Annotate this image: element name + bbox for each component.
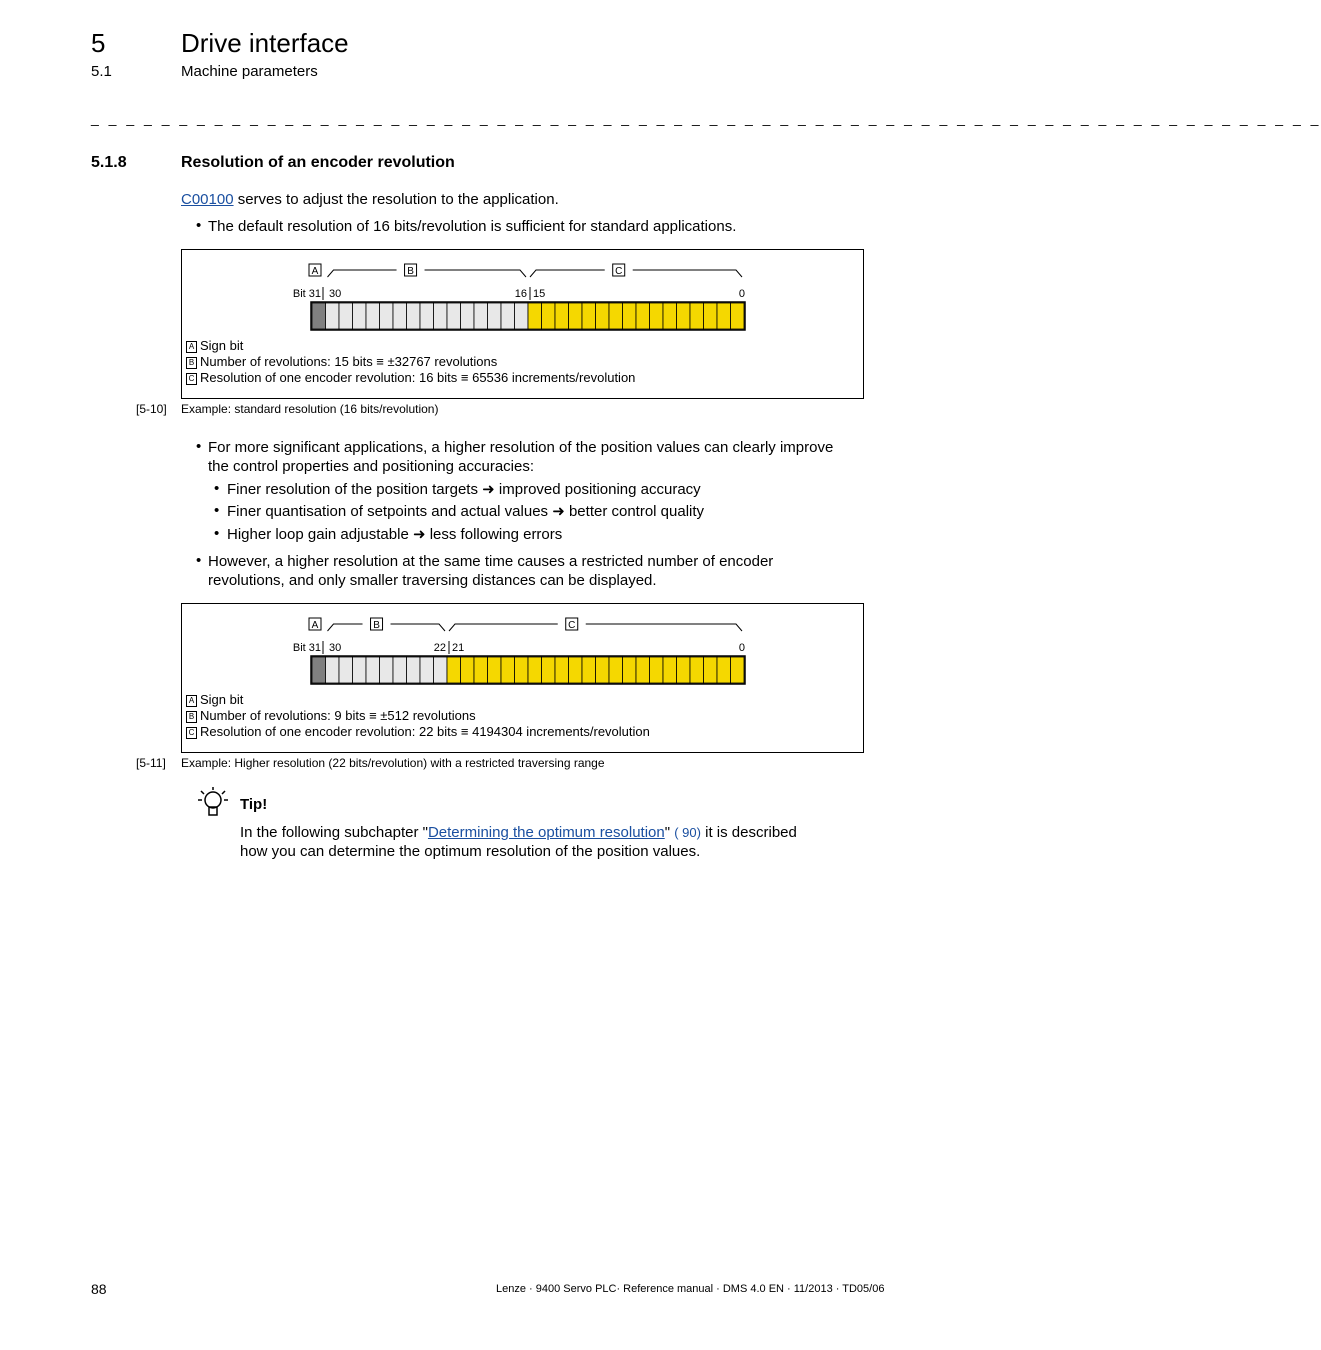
bit-cell [569, 657, 583, 683]
arrow-icon: ➜ [552, 503, 565, 520]
bit-cell [380, 657, 394, 683]
lightbulb-icon [196, 786, 232, 820]
bit-label-30: 30 [329, 642, 342, 654]
bracket-label-revolutions: B [373, 620, 380, 631]
legend-letter-a: A [186, 695, 197, 707]
bullet-dot: • [196, 552, 202, 569]
optimum-resolution-link[interactable]: Determining the optimum resolution [427, 824, 665, 841]
bit-label-lo: 15 [533, 288, 546, 300]
page-reference-link[interactable]: ( 90) [674, 825, 701, 840]
bit-cell [434, 303, 448, 329]
bit-cell [528, 657, 542, 683]
page-number: 88 [91, 1281, 107, 1297]
bit-cell [312, 303, 326, 329]
bit-cell [420, 657, 434, 683]
bit-cell [609, 657, 623, 683]
figure1-legend [186, 338, 635, 386]
bit-cell [501, 303, 515, 329]
bracket-label-sign: A [311, 620, 319, 631]
bit-cell [393, 303, 407, 329]
bit-cell [353, 303, 367, 329]
bit-cell [650, 303, 664, 329]
bit-cell [650, 657, 664, 683]
bracket-line-resolution [530, 270, 742, 277]
chapter-title: Drive interface [181, 28, 349, 58]
bit-cell [731, 657, 745, 683]
tip-text-line2: how you can determine the optimum resolution of the position values. [240, 843, 701, 860]
bullet-default-resolution: The default resolution of 16 bits/revolution is sufficient for standard applications. [208, 218, 737, 235]
chapter-number: 5 [91, 28, 106, 58]
bracket-line-resolution [449, 624, 742, 631]
bit-cell [690, 303, 704, 329]
bracket-label-resolution: C [615, 266, 623, 277]
bit-cell [704, 303, 718, 329]
bit-cell [353, 657, 367, 683]
bit-cell [312, 657, 326, 683]
legend-item-c: C Resolution of one encoder revolution: 22 bits ≡ 4194304 increments/revolution [186, 724, 650, 740]
legend-letter-c: C [186, 373, 197, 385]
figure2-legend [186, 692, 650, 740]
bit-cell [366, 657, 380, 683]
bit-cell [434, 657, 448, 683]
bit-cell [623, 657, 637, 683]
bracket-label-resolution: C [568, 620, 576, 631]
bit-cell [407, 657, 421, 683]
sub-bullet-dot: • [214, 502, 220, 519]
legend-item-b: B Number of revolutions: 15 bits ≡ ±32767 revolutions [186, 354, 635, 370]
bit-cell [636, 303, 650, 329]
bullet-dot: • [196, 217, 202, 234]
bit-cell [393, 657, 407, 683]
figure-standard-resolution [181, 249, 864, 399]
intro-paragraph: C00100 serves to adjust the resolution to the application. [181, 191, 559, 208]
bracket-label-revolutions: B [407, 266, 414, 277]
bit-cell [636, 657, 650, 683]
bit-cell [731, 303, 745, 329]
bit-cell [501, 657, 515, 683]
legend-item-a: A Sign bit [186, 338, 635, 354]
legend-letter-c: C [186, 727, 197, 739]
tip-title: Tip! [240, 796, 268, 813]
bit-cell [596, 303, 610, 329]
bit-cell [447, 657, 461, 683]
bit-cell [515, 303, 529, 329]
arrow-icon: ➜ [412, 526, 426, 543]
sub-bullet-dot: • [214, 480, 220, 497]
bit-cell [555, 657, 569, 683]
bit-cell [339, 303, 353, 329]
bracket-line-revolutions [328, 270, 527, 277]
figure1-caption: Example: standard resolution (16 bits/revolution) [181, 402, 439, 416]
bit-label-31: Bit 31 [292, 642, 321, 654]
bit-cell [555, 303, 569, 329]
figure2-caption: Example: Higher resolution (22 bits/revolution) with a restricted traversing range [181, 756, 605, 770]
section-number: 5.1 [91, 63, 112, 80]
bit-cell [569, 303, 583, 329]
bit-cell [690, 657, 704, 683]
bit-cell [474, 657, 488, 683]
bit-cell [717, 303, 731, 329]
bit-cell [528, 303, 542, 329]
bit-label-lo: 21 [452, 642, 465, 654]
bit-cell [339, 657, 353, 683]
bit-cell [663, 657, 677, 683]
c00100-link[interactable]: C00100 [181, 191, 234, 208]
bit-cell [596, 657, 610, 683]
figure1-caption-number: [5-10] [136, 402, 167, 416]
bracket-line-revolutions [328, 624, 446, 631]
bit-cell [542, 657, 556, 683]
bit-cell [366, 303, 380, 329]
bit-cell [326, 303, 340, 329]
bit-cell [380, 303, 394, 329]
bit-label-30: 30 [329, 288, 342, 300]
bit-label-0: 0 [738, 288, 745, 300]
bit-cell [447, 303, 461, 329]
legend-item-c: C Resolution of one encoder revolution: 16 bits ≡ 65536 increments/revolution [186, 370, 635, 386]
legend-item-a: A Sign bit [186, 692, 650, 708]
bit-cell [609, 303, 623, 329]
bit-label-hi: 16 [514, 288, 527, 300]
bracket-label-sign: A [311, 266, 319, 277]
sub-bullet-dot: • [214, 525, 220, 542]
bit-cell [461, 303, 475, 329]
bullet-significant-applications: For more significant applications, a higher resolution of the position values can clearly improve the control properties and positioning accuracies: [208, 439, 834, 475]
sub-bullet-quantisation: Finer quantisation of setpoints and actual values ➜ better control quality [227, 503, 705, 520]
subsection-title: Resolution of an encoder revolution [181, 154, 455, 171]
bit-cell [663, 303, 677, 329]
bit-cell [474, 303, 488, 329]
bit-cell [704, 657, 718, 683]
legend-letter-b: B [186, 357, 197, 369]
bit-cell [542, 303, 556, 329]
section-title: Machine parameters [181, 63, 318, 80]
bit-label-31: Bit 31 [292, 288, 321, 300]
bit-cell [420, 303, 434, 329]
bit-label-0: 0 [738, 642, 745, 654]
bit-cell [623, 303, 637, 329]
document-info: Lenze · 9400 Servo PLC· Reference manual · DMS 4.0 EN · 11/2013 · TD05/06 [496, 1283, 885, 1295]
bit-cell [515, 657, 529, 683]
figure-higher-resolution [181, 603, 864, 753]
legend-letter-a: A [186, 341, 197, 353]
bit-cell [717, 657, 731, 683]
header-separator: _ _ _ _ _ _ _ _ _ _ _ _ _ _ _ _ _ _ _ _ _ _ _ _ _ _ _ _ _ _ _ _ _ _ _ _ _ _ _ _ _ _ _ _ _ _ _ _ _ _ _ _ _ _ _ _ _ _ _ _ _ _ _ _ _ _ _ _ _ _ [91, 110, 1321, 126]
bit-cell [488, 303, 502, 329]
bit-cell [488, 657, 502, 683]
bit-cell [461, 657, 475, 683]
bullet-dot: • [196, 438, 202, 455]
bit-label-hi: 22 [433, 642, 446, 654]
bullet-restricted-revolutions: However, a higher resolution at the same time causes a restricted number of encoder revolutions, and only smaller traversing distances can be displayed. [208, 553, 774, 589]
tip-text: In the following subchapter "Determining the optimum resolution" ( 90) it is described [240, 824, 797, 841]
legend-letter-b: B [186, 711, 197, 723]
bit-cell [677, 657, 691, 683]
arrow-icon: ➜ [482, 481, 495, 498]
bit-cell [677, 303, 691, 329]
bit-cell [582, 657, 596, 683]
sub-bullet-targets: Finer resolution of the position targets ➜ improved positioning accuracy [227, 481, 701, 498]
subsection-number: 5.1.8 [91, 154, 127, 171]
bit-cell [407, 303, 421, 329]
bit-cell [582, 303, 596, 329]
bit-cell [326, 657, 340, 683]
sub-bullet-loop-gain: Higher loop gain adjustable ➜ less following errors [227, 526, 563, 543]
legend-item-b: B Number of revolutions: 9 bits ≡ ±512 revolutions [186, 708, 650, 724]
figure2-caption-number: [5-11] [136, 756, 166, 770]
